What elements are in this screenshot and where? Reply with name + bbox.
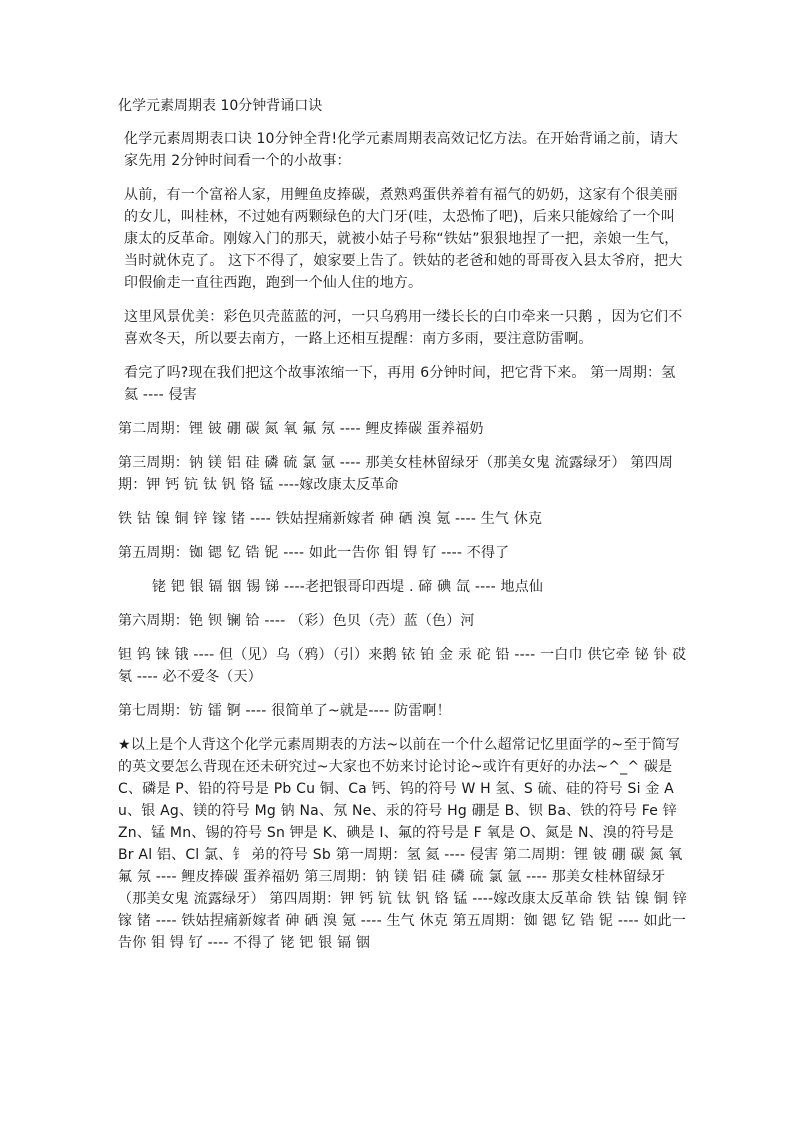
period-five-continued-line: 铑 钯 银 镉 铟 锡 锑 ----老把银哥印西堤 . 碲 碘 氙 ---- 地点仙 xyxy=(152,579,544,595)
period-three-four-line: 第三周期：钠 镁 铝 硅 磷 硫 氯 氩 ---- 那美女桂林留绿牙（那美女鬼 流露绿牙） 第四周期：钾 钙 钪 钛 钒 铬 锰 ----嫁改康太反革命 xyxy=(118,455,673,493)
notes-paragraph: ★以上是个人背这个化学元素周期表的方法~以前在一个什么超常记忆里面学的~至于简写的英文要怎么背现在还未研究过~大家也不妨来讨论讨论~或许有更好的办法~^_^ 碳是 C、磷是 P、铅的符号是 Pb Cu 铜、Ca 钙、钨的符号 W H 氢、S 硫、硅的符号 Si 金 Au、银 Ag、镁的符号 Mg 钠 Na、氖 Ne、汞的符号 Hg 硼是 B、钡 Ba、铁的符号 Fe 锌 Zn、锰 Mn、锡的符号 Sn 钾是 K、碘是 I、氟的符号是 F 氧是 O、氮是 N、溴的符号是 Br Al 铝、Cl 氯、钅 弟的符号 Sb 第一周期：氢 氦 ---- 侵害 第二周期：锂 铍 硼 碳 氮 氧 氟 氖 ---- 鲤皮捧碳 蛋养福奶 第三周期：钠 镁 铝 硅 磷 硫 氯 氩 ---- 那美女桂林留绿牙（那美女鬼 流露绿牙） 第四周期：钾 钙 钪 钛 钒 铬 锰 ----嫁改康太反革命 铁 钴 镍 铜 锌 镓 锗 ---- 铁姑捏痛新嫁者 砷 硒 溴 氪 ---- 生气 休克 第五周期：铷 锶 钇 锆 铌 ---- 如此一告你 钼 锝 钌 ---- 不得了 铑 钯 银 镉 铟 xyxy=(118,737,687,951)
period-two-line: 第二周期：锂 铍 硼 碳 氮 氧 氟 氖 ---- 鲤皮捧碳 蛋养福奶 xyxy=(118,421,484,437)
document-body xyxy=(118,96,688,954)
scenery-paragraph: 这里风景优美：彩色贝壳蓝蓝的河，一只乌鸦用一缕长长的白巾牵来一只鹅 ，因为它们不喜欢冬天，所以要去南方，一路上还相互提醒：南方多雨，要注意防雷啊。 xyxy=(124,309,683,347)
story-paragraph: 从前，有一个富裕人家，用鲤鱼皮捧碳，煮熟鸡蛋供养着有福气的奶奶，这家有个很美丽的女儿，叫桂林，不过她有两颗绿色的大门牙(哇，太恐怖了吧)，后来只能嫁给了一个叫康太的反革命。刚嫁入门的那天，就被小姑子号称“铁姑”狠狠地捏了一把，亲娘一生气，当时就休克了。 这下不得了，娘家要上告了。铁姑的老爸和她的哥哥夜入县太爷府，把大印假偷走一直往西跑，跑到一个仙人住的地方。 xyxy=(124,187,683,291)
period-seven-line: 第七周期：钫 镭 锕 ---- 很简单了~就是---- 防雷啊！ xyxy=(118,703,451,719)
period-five-line: 第五周期：铷 锶 钇 锆 铌 ---- 如此一告你 钼 锝 钌 ---- 不得了 xyxy=(118,545,510,561)
intro-paragraph: 化学元素周期表口诀 10分钟全背!化学元素周期表高效记忆方法。在开始背诵之前，请大家先用 2分钟时间看一个的小故事： xyxy=(124,131,679,169)
period-six-continued-line: 钽 钨 铼 锇 ---- 但（见）乌（鸦）（引）来鹅 铱 铂 金 汞 砣 铅 ---- 一白巾 供它牵 铋 钋 砹 氡 ---- 必不爱冬（天） xyxy=(118,647,687,685)
summary-paragraph: 看完了吗?现在我们把这个故事浓缩一下，再用 6分钟时间，把它背下来。 第一周期：氢 氦 ---- 侵害 xyxy=(124,365,676,403)
period-four-continued-line: 铁 钴 镍 铜 锌 镓 锗 ---- 铁姑捏痛新嫁者 砷 硒 溴 氪 ---- 生气 休克 xyxy=(118,511,543,527)
document-title: 化学元素周期表 10分钟背诵口诀 xyxy=(118,98,323,114)
period-six-line: 第六周期：铯 钡 镧 铪 ---- （彩）色贝（壳）蓝（色）河 xyxy=(118,613,475,629)
